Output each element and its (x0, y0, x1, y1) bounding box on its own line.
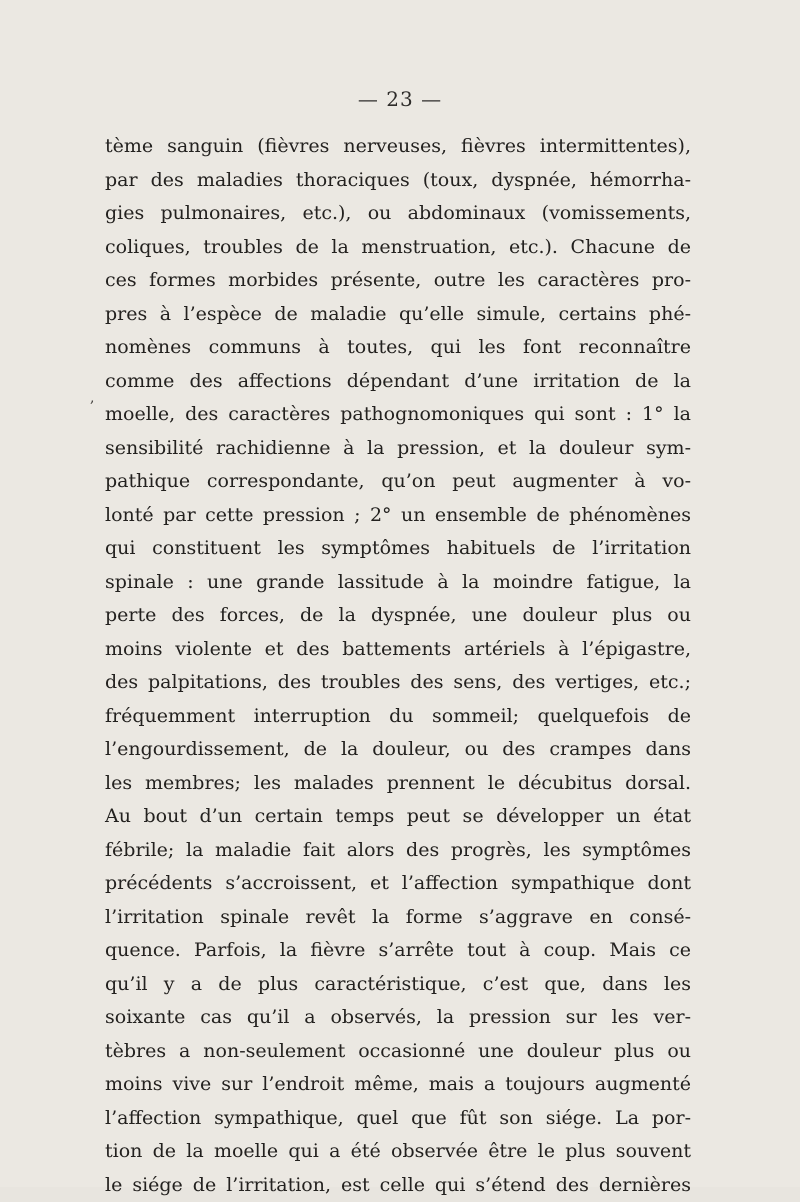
text-line: qu’il y a de plus caractéristique, c’est que, dans les (105, 968, 691, 1002)
text-line: gies pulmonaires, etc.), ou abdominaux (vomissements, (105, 197, 691, 231)
text-line: ces formes morbides présente, outre les caractères pro- (105, 264, 691, 298)
text-line: coliques, troubles de la menstruation, etc.). Chacune de (105, 231, 691, 265)
text-line: comme des affections dépendant d’une irritation de la (105, 365, 691, 399)
text-line: précédents s’accroissent, et l’affection sympathique dont (105, 867, 691, 901)
text-line: tion de la moelle qui a été observée être le plus souvent (105, 1135, 691, 1169)
text-line: moelle, des caractères pathognomoniques qui sont : 1° la (105, 398, 691, 432)
margin-mark: , (90, 390, 94, 406)
text-line: nomènes communs à toutes, qui les font reconnaître (105, 331, 691, 365)
text-line: fébrile; la maladie fait alors des progrès, les symptômes (105, 834, 691, 868)
text-line: moins violente et des battements artériels à l’épigastre, (105, 633, 691, 667)
text-line: Au bout d’un certain temps peut se développer un état (105, 800, 691, 834)
text-line: moins vive sur l’endroit même, mais a toujours augmenté (105, 1068, 691, 1102)
text-line: perte des forces, de la dyspnée, une douleur plus ou (105, 599, 691, 633)
text-line: tèbres a non-seulement occasionné une douleur plus ou (105, 1035, 691, 1069)
text-line: spinale : une grande lassitude à la moindre fatigue, la (105, 566, 691, 600)
text-line: l’irritation spinale revêt la forme s’aggrave en consé- (105, 901, 691, 935)
text-line: soixante cas qu’il a observés, la pression sur les ver- (105, 1001, 691, 1035)
text-line: sensibilité rachidienne à la pression, et la douleur sym- (105, 432, 691, 466)
text-line: les membres; les malades prennent le décubitus dorsal. (105, 767, 691, 801)
text-line: des palpitations, des troubles des sens, des vertiges, etc.; (105, 666, 691, 700)
text-line: tème sanguin (fièvres nerveuses, fièvres intermittentes), (105, 130, 691, 164)
text-line: fréquemment interruption du sommeil; quelquefois de (105, 700, 691, 734)
text-line: l’engourdissement, de la douleur, ou des crampes dans (105, 733, 691, 767)
text-line: pathique correspondante, qu’on peut augmenter à vo- (105, 465, 691, 499)
text-line: quence. Parfois, la fièvre s’arrête tout à coup. Mais ce (105, 934, 691, 968)
text-line: par des maladies thoraciques (toux, dyspnée, hémorrha- (105, 164, 691, 198)
body-text (105, 130, 691, 1202)
text-line: pres à l’espèce de maladie qu’elle simule, certains phé- (105, 298, 691, 332)
page-number: — 23 — (0, 87, 800, 111)
text-line: l’affection sympathique, quel que fût son siége. La por- (105, 1102, 691, 1136)
text-line: qui constituent les symptômes habituels de l’irritation (105, 532, 691, 566)
text-line: lonté par cette pression ; 2° un ensemble de phénomènes (105, 499, 691, 533)
text-line: le siége de l’irritation, est celle qui s’étend des dernières (105, 1169, 691, 1202)
